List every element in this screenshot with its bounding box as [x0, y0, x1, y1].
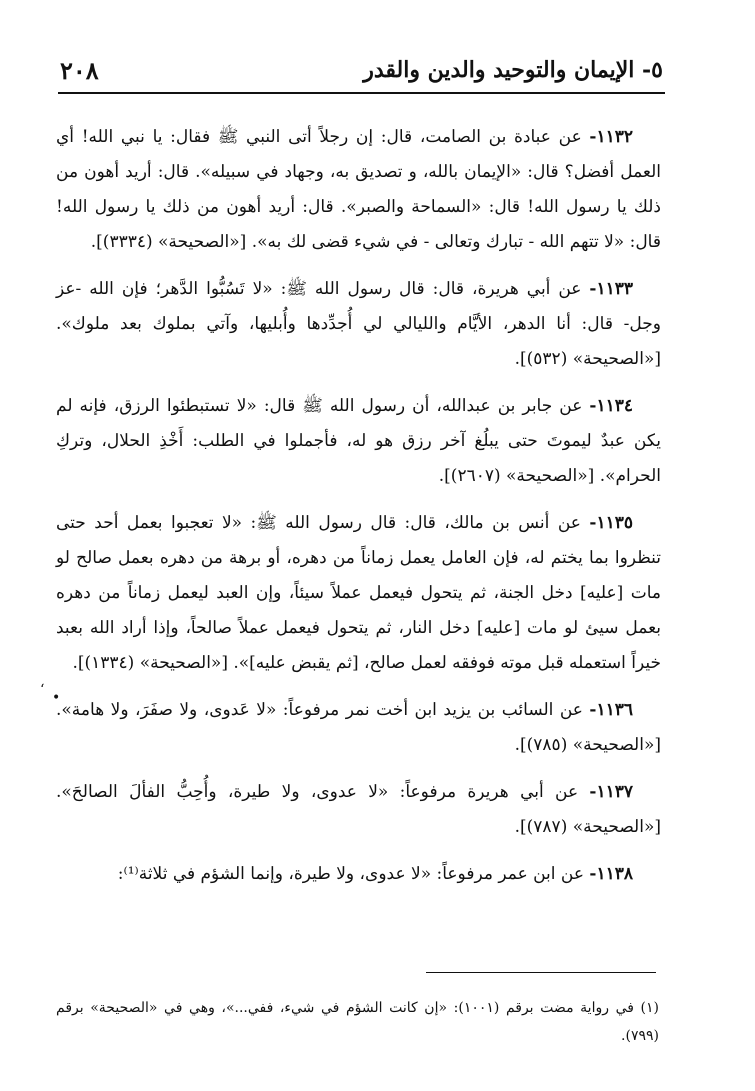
hadith-reference: [«الصحيحة» (٧٨٥)].: [514, 735, 661, 755]
hadith-1132: [56, 120, 661, 260]
footnote: (١) في رواية مضت برقم (١٠٠١): «إن كانت الشؤم في شيء، ففي...»، وهي في «الصحيحة» برقم (٧٩٩).: [56, 1000, 660, 1044]
hadith-number: ١١٣٣-: [589, 279, 633, 299]
scan-dot: •: [52, 690, 61, 706]
chapter-title: ٥- الإيمان والتوحيد والدين والقدر: [363, 57, 663, 83]
hadith-reference: [«الصحيحة» (٧٨٧)].: [514, 817, 661, 837]
hadith-1135: [56, 506, 661, 681]
hadith-number: ١١٣٥-: [589, 513, 633, 533]
footnote-rule: [426, 972, 656, 973]
hadith-1133: [56, 272, 661, 377]
hadith-1136: [56, 693, 661, 763]
hadith-text: عن جابر بن عبدالله، أن رسول الله ﷺ قال: «لا تستبطئوا الرزق، فإنه لم يكن عبدٌ ليموتَ حتى يبلُغ آخر رزق هو له، فأجملوا في الطلب: أَخْذِ الحلال، وتركِ الحرام».: [56, 396, 661, 486]
hadith-list: [56, 120, 661, 904]
hadith-number: ١١٣٤-: [589, 396, 633, 416]
header-rule: [58, 92, 665, 94]
hadith-text: عن عبادة بن الصامت، قال: إن رجلاً أتى النبي ﷺ فقال: يا نبي الله! أي العمل أفضل؟ قال: «الإيمان بالله، و تصديق به، وجهاد في سبيله». قال: أريد أهون من ذلك يا رسول الله! قال: «السماحة والصبر». قال: أريد أهون من ذلك يا رسول الله! قال: «لا تتهم الله - تبارك وتعالى - في شيء قضى لك به».: [56, 127, 661, 252]
hadith-1138: [56, 857, 661, 892]
hadith-text: عن أبي هريرة مرفوعاً: «لا عدوى، ولا طيرة، وأُحِبُّ الفألَ الصالحَ».: [56, 782, 579, 802]
page-header: [60, 50, 663, 90]
hadith-number: ١١٣٧-: [589, 782, 633, 802]
hadith-number: ١١٣٦-: [589, 700, 633, 720]
hadith-text: عن أنس بن مالك، قال: قال رسول الله ﷺ: «لا تعجبوا بعمل أحد حتى تنظروا بما يختم له، فإن العامل يعمل زماناً من دهره، أو برهة من دهره بعمل صالح لو مات [عليه] دخل الجنة، ثم يتحول فيعمل عملاً سيئاً، وإن العبد ليعمل زماناً من دهره بعمل سيئ لو مات [عليه] دخل النار، ثم يتحول فيعمل عملاً صالحاً، وإذا أراد الله بعبد خيراً استعمله قبل موته فوفقه لعمل صالح، [ثم يقبض عليه]».: [56, 513, 661, 673]
hadith-number: ١١٣٢-: [589, 127, 633, 147]
hadith-reference: [«الصحيحة» (٥٣٢)].: [514, 349, 661, 369]
hadith-text: عن ابن عمر مرفوعاً: «لا عدوى، ولا طيرة، وإنما الشؤم في ثلاثة⁽¹⁾:: [117, 864, 584, 884]
hadith-text: عن السائب بن يزيد ابن أخت نمر مرفوعاً: «لا عَدوى، ولا صفَرَ، ولا هامة».: [56, 700, 583, 720]
hadith-text: عن أبي هريرة، قال: قال رسول الله ﷺ: «لا تَسُبُّوا الدَّهر؛ فإن الله -عز وجل- قال: أنا الدهر، الأيَّام والليالي لي أُجدِّدها وأُبليها، وآتي بملوك بعد ملوك».: [56, 279, 661, 334]
scan-mark: ʻ: [40, 682, 45, 698]
hadith-1134: [56, 389, 661, 494]
hadith-reference: [«الصحيحة» (٢٦٠٧)].: [438, 466, 595, 486]
hadith-reference: [«الصحيحة» (٣٣٣٤)].: [90, 232, 247, 252]
hadith-1137: [56, 775, 661, 845]
hadith-reference: [«الصحيحة» (١٣٣٤)].: [72, 653, 228, 673]
hadith-number: ١١٣٨-: [589, 864, 633, 884]
page-number: ٢٠٨: [60, 55, 99, 85]
